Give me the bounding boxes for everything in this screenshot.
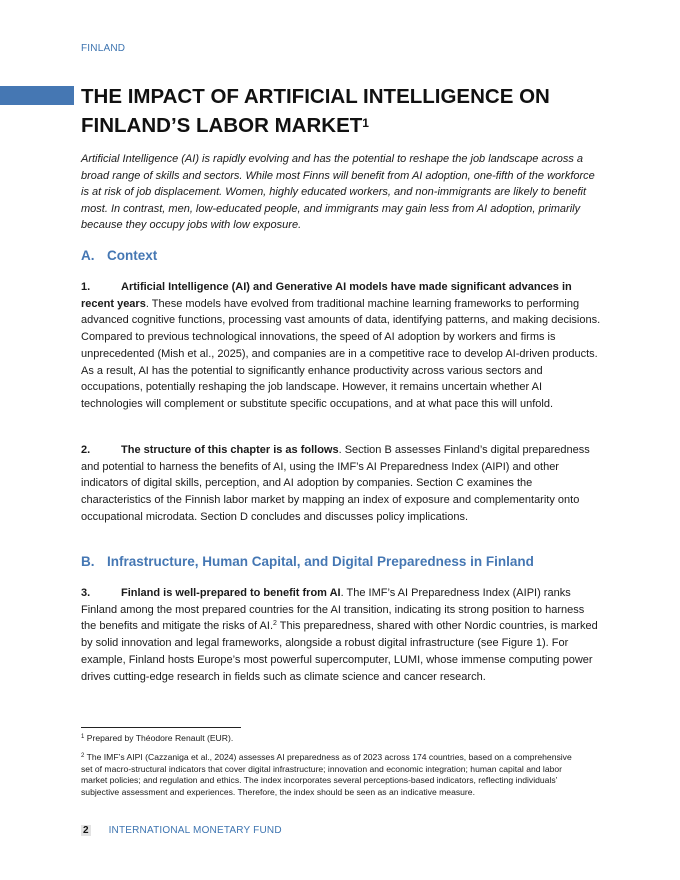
footnote-number: 1 <box>81 734 85 740</box>
footnote-text: The IMF’s AIPI (Cazzaniga et al., 2024) assesses AI preparedness as of 2023 across 174 countries, based on a comprehensive set of macro-structural indicators that cover digital infrastructure; innovation and economic integration; human capital and labor market policies; and regulation and ethics. The index incorporates several perceptions-based indicators, reflecting individuals’ subjective assessment and experiences. Therefore, the index should be seen as an indicative measure. <box>81 752 572 797</box>
running-header: FINLAND <box>81 43 126 54</box>
paragraph-text-continued: This preparedness, shared with other Nordic countries, is marked by solid innovation and legal frameworks, alongside a robust digital infrastructure (see Figure 1). For example, Finland hosts Europe’s most powerful supercomputer, LUMI, whose immense computing power drives cutting-edge research in fields such as climate science and cancer research. <box>81 620 598 683</box>
paragraph-lead: Artificial Intelligence (AI) and Generative AI models have made significant advances in recent years <box>81 281 572 310</box>
page-footer <box>81 825 282 836</box>
page-title <box>81 82 601 140</box>
paragraph-3 <box>81 585 601 685</box>
section-heading-context <box>81 248 157 263</box>
paragraph-number: 2. <box>81 444 91 456</box>
section-title: Infrastructure, Human Capital, and Digital Preparedness in Finland <box>107 554 534 569</box>
paragraph-text: . Section B assesses Finland’s digital preparedness and potential to harness the benefits of AI, using the IMF’s AI Preparedness Index (AIPI) and other indicators of digital skills, perception, and AI adoption by companies. Section C examines the characteristics of the Finnish labor market by mapping an index of exposure and complementarity onto occupational microdata. Section D concludes and discusses policy implications. <box>81 444 590 523</box>
abstract: Artificial Intelligence (AI) is rapidly evolving and has the potential to reshape the job landscape across a broad range of skills and sectors. While most Finns will benefit from AI adoption, one-fifth of the workforce is at risk of job displacement. Women, highly educated workers, and non-immigrants are likely to benefit most. In contrast, men, low-educated people, and immigrants may gain less from AI adoption, primarily because they occupy jobs with low exposure. <box>81 153 595 232</box>
paragraph-text: . The IMF’s AI Preparedness Index (AIPI) ranks Finland among the most prepared countries for the AI transition, indicating its strong position to harness the benefits and mitigate the risks of AI. <box>81 587 585 633</box>
page-number: 2 <box>83 825 89 836</box>
section-letter: A. <box>81 248 95 263</box>
footnote-ref-2[interactable]: 2 <box>273 620 277 628</box>
section-title: Context <box>107 248 158 263</box>
paragraph-lead: Finland is well-prepared to benefit from AI <box>121 587 341 599</box>
paragraph-2 <box>81 442 601 526</box>
footnote-text: Prepared by Théodore Renault (EUR). <box>84 733 234 743</box>
title-accent-bar <box>0 86 74 105</box>
section-heading-infrastructure <box>81 554 534 569</box>
title-footnote-ref[interactable]: 1 <box>362 116 369 130</box>
footnote-divider <box>81 727 241 728</box>
paragraph-lead: The structure of this chapter is as follows <box>121 444 339 456</box>
footnote-number: 2 <box>81 753 85 759</box>
paragraph-number: 1. <box>81 281 91 293</box>
footer-organization: INTERNATIONAL MONETARY FUND <box>108 825 282 836</box>
footnote-1 <box>81 733 581 745</box>
paragraph-1 <box>81 279 601 413</box>
footnote-2 <box>81 752 581 798</box>
paragraph-text: . These models have evolved from traditional machine learning frameworks to performing advanced cognitive functions, processing vast amounts of data, identifying patterns, and making decisions. Compared to previous technological innovations, the speed of AI adoption by workers and firms is unprecedented (Mish et al., 2025), and companies are in a competitive race to develop AI-driven products. As a result, AI has the potential to significantly enhance productivity across various sectors and occupations, potentially reshaping the job landscape. However, it remains uncertain whether AI technologies will complement or substitute specific occupations, and at what pace this will unfold. <box>81 297 601 410</box>
title-text: THE IMPACT OF ARTIFICIAL INTELLIGENCE ON FINLAND’S LABOR MARKET <box>81 85 550 137</box>
section-letter: B. <box>81 554 95 569</box>
paragraph-number: 3. <box>81 587 91 599</box>
